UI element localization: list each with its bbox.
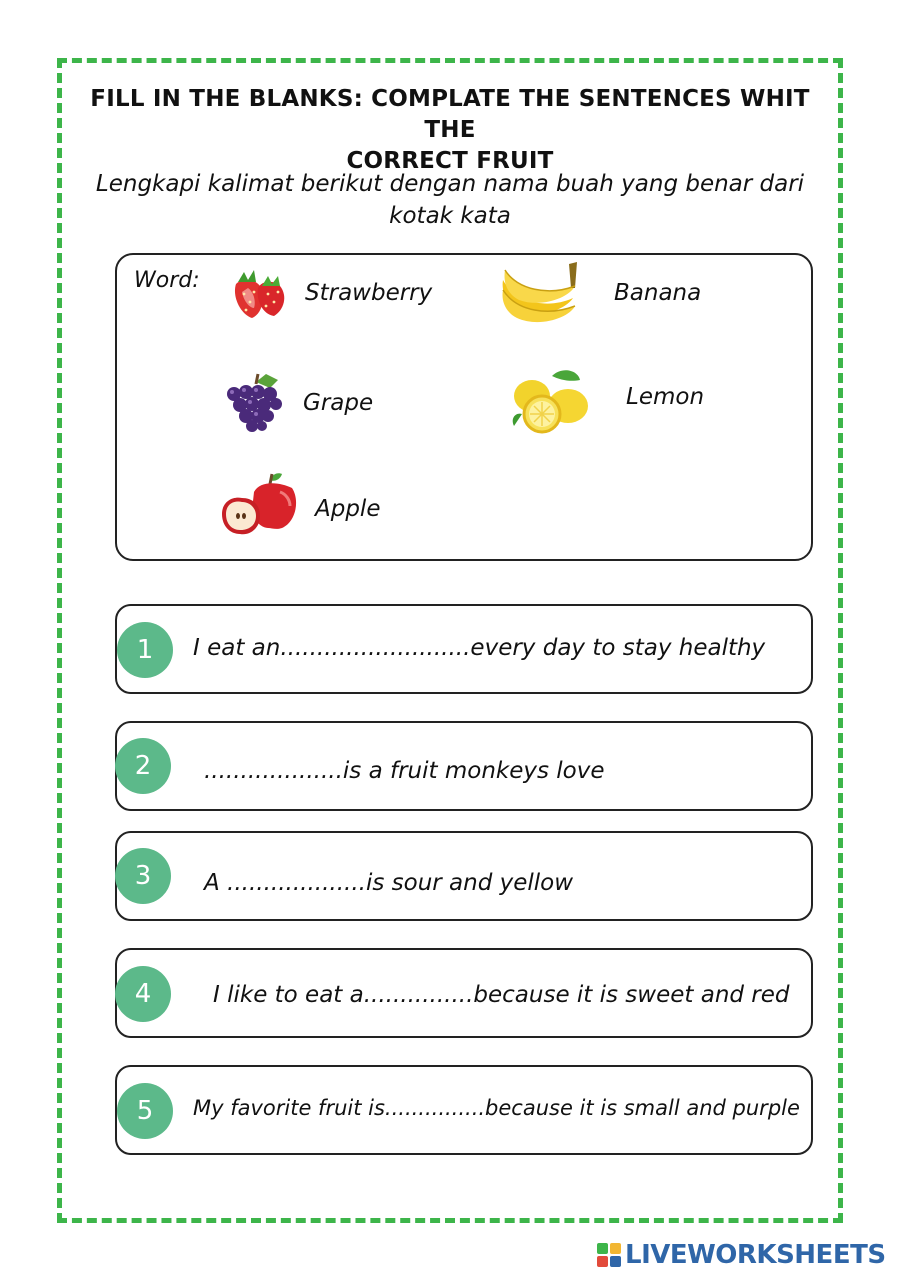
fruit-name-apple: Apple — [315, 496, 381, 522]
title-line-1: FILL IN THE BLANKS: COMPLATE THE SENTENCES WHIT THE — [90, 86, 810, 143]
worksheet-subtitle — [80, 168, 820, 232]
lemon-icon — [508, 366, 592, 436]
question-number-badge: 5 — [117, 1083, 173, 1139]
fruit-name-grape: Grape — [303, 390, 374, 416]
worksheet-title — [70, 84, 830, 177]
subtitle-line-2: kotak kata — [389, 203, 511, 229]
liveworksheets-brand — [597, 1240, 886, 1270]
word-box-label: Word: — [134, 268, 200, 293]
banana-icon — [497, 258, 583, 330]
question-text-3[interactable]: A ...................is sour and yellow — [204, 870, 574, 896]
grape-icon — [220, 372, 294, 434]
fruit-name-lemon: Lemon — [626, 384, 705, 410]
fruit-name-banana: Banana — [614, 280, 702, 306]
fruit-name-strawberry: Strawberry — [305, 280, 433, 306]
question-number-badge: 1 — [117, 622, 173, 678]
question-text-1[interactable]: I eat an..........................every day to stay healthy — [193, 635, 766, 661]
question-number-badge: 2 — [115, 738, 171, 794]
question-number-badge: 4 — [115, 966, 171, 1022]
question-number-badge: 3 — [115, 848, 171, 904]
question-text-5[interactable]: My favorite fruit is...............because it is small and purple — [193, 1096, 800, 1120]
liveworksheets-logo-icon — [597, 1243, 621, 1267]
apple-icon — [220, 470, 300, 540]
subtitle-line-1: Lengkapi kalimat berikut dengan nama buah yang benar dari — [95, 171, 805, 197]
title-line-2: CORRECT FRUIT — [346, 148, 554, 174]
question-text-4[interactable]: I like to eat a...............because it is sweet and red — [213, 982, 790, 1008]
strawberry-icon — [228, 262, 294, 322]
liveworksheets-wordmark: LIVEWORKSHEETS — [625, 1240, 886, 1270]
question-text-2[interactable]: ...................is a fruit monkeys love — [204, 758, 605, 784]
